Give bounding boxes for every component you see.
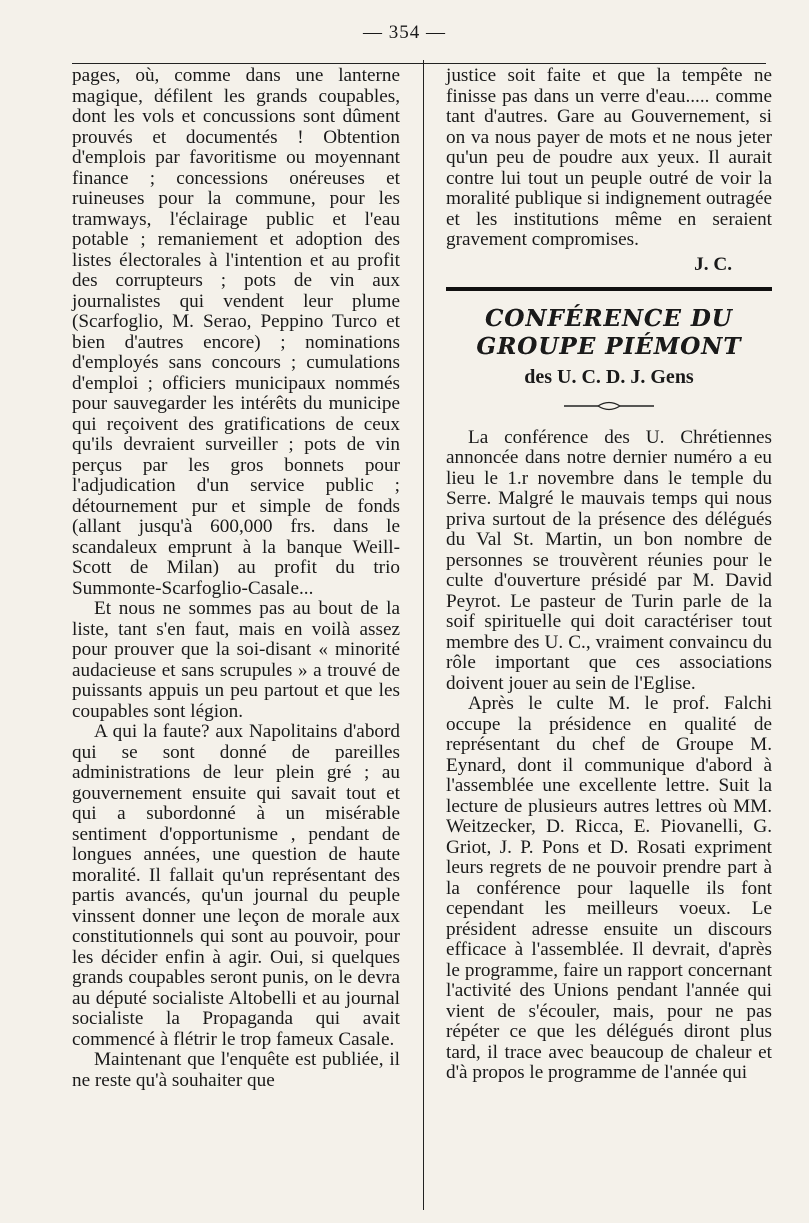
header-rule	[72, 63, 766, 64]
section-rule	[446, 287, 772, 291]
left-column	[72, 66, 400, 1091]
column-divider	[423, 60, 424, 1210]
section-subtitle: des U. C. D. J. Gens	[524, 366, 694, 388]
signature: J. C.	[694, 253, 732, 275]
continuation-paragraph: justice soit faite et que la tempête ne finisse pas dans un verre d'eau..... comme tant d'autres. Gare au Gouvernement, si on va nous payer de mots et ne nous jeter qu'un peu de poudre aux yeux. Il aurait contre lui tout un peuple outré de voir la moralité publique si indignement outragée et les institutions même en seraient gravement compromises.	[446, 65, 772, 250]
left-paragraph: Maintenant que l'enquête est publiée, il ne reste qu'à souhaiter que	[72, 1049, 400, 1091]
left-paragraph: pages, où, comme dans une lanterne magique, défilent les grands coupables, dont les vols et concussions sont dûment prouvés et documentés ! Obtention d'emplois par favoritisme ou moyennant finance ; concessions onéreuses et ruineuses pour la commune, pour les tramways, l'éclairage public et l'eau potable ; remaniement et adoption des listes électorales à l'intention et au profit des corrupteurs ; pots de vin aux journalistes qui vendent leur plume (Scarfoglio, M. Serao, Peppino Turco et bien d'autres encore) ; nominations d'employés sans concours ; cumulations d'emploi ; officiers municipaux nommés pour sauvegarder les intérêts du municipe qui reçoivent des gratifications de ceux qu'ils devraient surveiller ; pots de vin perçus par les gros bonnets pour l'adjudication d'un service public ; détournement pur et simple de fonds (allant jusqu'à 600,000 frs. dans le scandaleux emprunt à la banque Weill-Scott de Milan) au profit du trio Summonte-Scarfoglio-Casale...	[72, 65, 400, 599]
page-header	[0, 18, 809, 58]
right-paragraph: Après le culte M. le prof. Falchi occupe la présidence en qualité de représentant du chef de Groupe M. Eynard, dont il communique d'abord à l'assemblée une excellente lettre. Suit la lecture de plusieurs autres lettres où MM. Weitzecker, D. Ricca, E. Piovanelli, G. Griot, J. P. Pons et D. Rosati expriment leurs regrets de ne pouvoir prendre part à la conférence pour laquelle ils font cependant les meilleurs voeux. Le président adresse ensuite un discours efficace à l'assemblée. Il devrait, d'après le programme, faire un rapport concernant l'activité des Unions pendant l'année qui vient de s'écouler, mais, pour ne pas répéter ce que les délégués diront plus tard, il trace avec beaucoup de chaleur et d'à propos le programme de l'année qui	[446, 693, 772, 1083]
right-paragraph: La conférence des U. Chrétiennes annoncée dans notre dernier numéro a eu lieu le 1.r novembre dans le temple du Serre. Malgré le mauvais temps qui nous priva surtout de la présence des délégués du Val St. Martin, un bon nombre de personnes se trouvèrent réunies pour le culte d'ouverture présidé par M. David Peyrot. Le pasteur de Turin parle de la soif spirituelle qui doit caractériser tout membre des U. C., vraiment convaincu du rôle important que ces associations doivent jouer au sein de l'Eglise.	[446, 426, 772, 694]
left-paragraph: Et nous ne sommes pas au bout de la liste, tant s'en faut, mais en voilà assez pour prouver que la soi-disant « minorité audacieuse et sans scrupules » a trouvé de puissants appuis un peu partout et que les coupables sont légion.	[72, 598, 400, 722]
left-paragraph: A qui la faute? aux Napolitains d'abord qui se sont donné de pareilles administrations de leur plein gré ; au gouvernement ensuite qui savait tout et qui a subordonné à un misérable sentiment d'opportunisme , pendant de longues années, une question de haute moralité. Il fallait qu'un représentant des partis avancés, qu'un journal du peuple vinssent donner une leçon de morale aux constitutionnels qui sont au pouvoir, pour les décider enfin à agir. Oui, si quelques grands coupables seront punis, on le devra au député socialiste Altobelli et au journal socialiste la Propaganda qui avait commencé à flétrir le trop fameux Casale.	[72, 721, 400, 1050]
right-column	[446, 66, 772, 1084]
ornament-flourish-icon	[446, 397, 772, 418]
page-number: — 354 —	[363, 22, 446, 43]
section-title: CONFÉRENCE DU GROUPE PIÉMONT	[476, 305, 742, 360]
